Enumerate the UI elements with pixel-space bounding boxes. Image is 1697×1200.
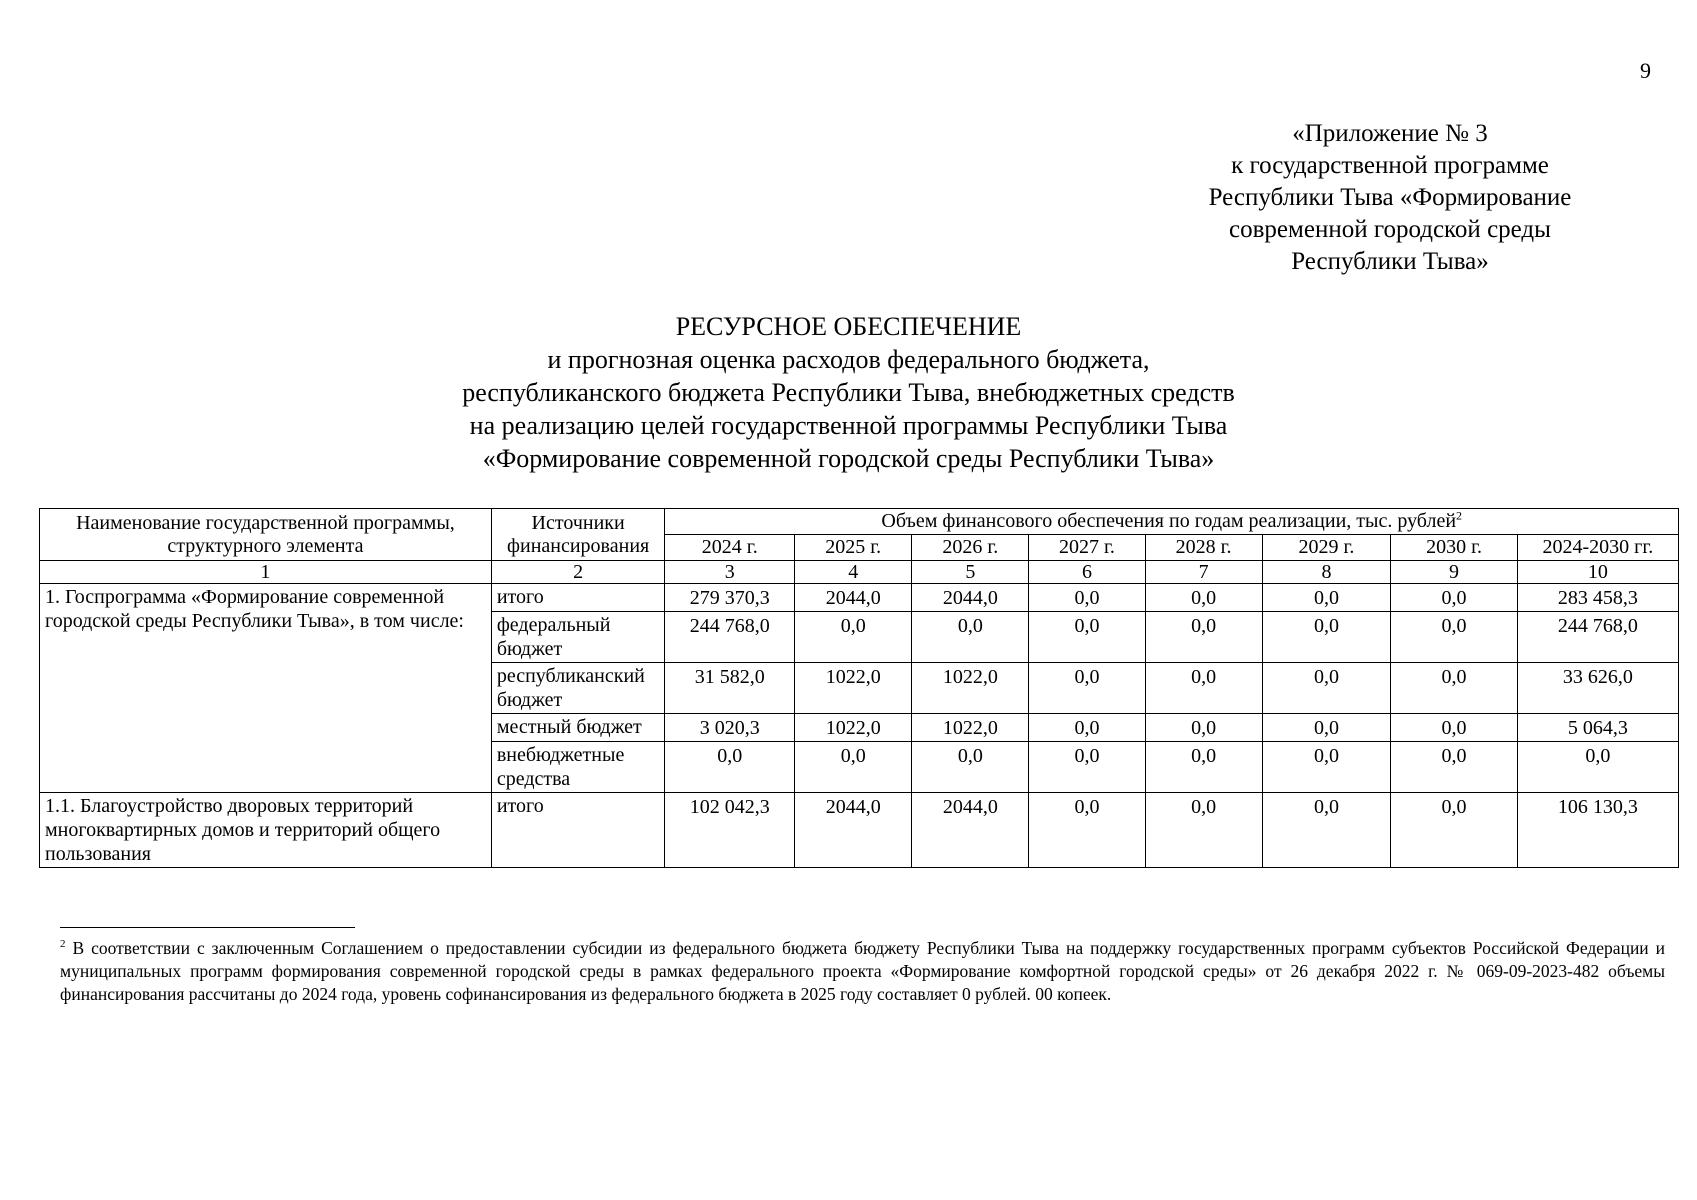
- value-cell: 0,0: [1391, 742, 1518, 793]
- index-cell: 9: [1391, 561, 1518, 584]
- header-year: 2029 г.: [1262, 535, 1391, 561]
- appendix-line: «Приложение № 3: [1292, 120, 1488, 147]
- value-cell: 279 370,3: [665, 584, 795, 612]
- footnote-divider: [60, 927, 355, 928]
- index-cell: 7: [1145, 561, 1262, 584]
- value-cell: 1022,0: [912, 714, 1029, 742]
- value-cell: 0,0: [1145, 742, 1262, 793]
- title-line: республиканского бюджета Республики Тыва, внебюджетных средств: [462, 378, 1235, 407]
- header-source: Источники финансирования: [491, 509, 665, 561]
- title-line: «Формирование современной городской среды Республики Тыва»: [482, 444, 1215, 473]
- appendix-line: к государственной программе: [1231, 152, 1549, 179]
- header-volume: [665, 509, 1679, 535]
- table-row: [40, 793, 1679, 868]
- value-cell: 0,0: [1145, 793, 1262, 868]
- value-cell: 0,0: [1262, 714, 1391, 742]
- value-cell: 1022,0: [795, 663, 912, 714]
- total-cell: 33 626,0: [1517, 663, 1678, 714]
- header-row: [40, 509, 1679, 535]
- value-cell: 0,0: [1029, 714, 1145, 742]
- value-cell: 0,0: [1029, 663, 1145, 714]
- value-cell: 0,0: [912, 612, 1029, 663]
- header-year: 2025 г.: [795, 535, 912, 561]
- index-cell: 5: [912, 561, 1029, 584]
- value-cell: 0,0: [1145, 612, 1262, 663]
- value-cell: 0,0: [1145, 663, 1262, 714]
- total-cell: 244 768,0: [1517, 612, 1678, 663]
- table-row: [40, 584, 1679, 612]
- appendix-line: современной городской среды: [1229, 216, 1551, 243]
- value-cell: 0,0: [1029, 793, 1145, 868]
- program-name: 1. Госпрограмма «Формирование современной городской среды Республики Тыва», в том числе:: [40, 584, 492, 793]
- value-cell: 0,0: [1262, 742, 1391, 793]
- value-cell: 0,0: [1029, 584, 1145, 612]
- value-cell: 244 768,0: [665, 612, 795, 663]
- header-name: Наименование государственной программы, структурного элемента: [40, 509, 492, 561]
- footnote-text: В соответствии с заключенным Соглашением о предоставлении субсидии из федерального бюджета бюджету Республики Тыва на поддержку государственных программ субъектов Российской Федерации и муниципальных программ формирования современной городской среды в рамках федерального проекта «Формирование комфортной городской среды» от 26 декабря 2022 г. № 069-09-2023-482 объемы финансирования рассчитаны до 2024 года, уровень софинансирования из федерального бюджета в 2025 году составляет 0 рублей. 00 копеек.: [60, 938, 1665, 1004]
- total-cell: 5 064,3: [1517, 714, 1678, 742]
- value-cell: 0,0: [1262, 793, 1391, 868]
- header-year: 2027 г.: [1029, 535, 1145, 561]
- value-cell: 102 042,3: [665, 793, 795, 868]
- header-year: 2024 г.: [665, 535, 795, 561]
- footnote: [60, 937, 1665, 1006]
- source-cell: итого: [491, 793, 665, 868]
- title-line: на реализацию целей государственной программы Республики Тыва: [469, 411, 1228, 440]
- value-cell: 0,0: [1145, 714, 1262, 742]
- value-cell: 3 020,3: [665, 714, 795, 742]
- header-year: 2024-2030 гг.: [1517, 535, 1678, 561]
- index-cell: 6: [1029, 561, 1145, 584]
- value-cell: 31 582,0: [665, 663, 795, 714]
- source-cell: федеральный бюджет: [491, 612, 665, 663]
- value-cell: 0,0: [795, 612, 912, 663]
- index-cell: 3: [665, 561, 795, 584]
- source-cell: местный бюджет: [491, 714, 665, 742]
- index-row: [40, 561, 1679, 584]
- title-heading: РЕСУРСНОЕ ОБЕСПЕЧЕНИЕ: [675, 312, 1022, 341]
- appendix-line: Республики Тыва «Формирование: [1208, 184, 1572, 211]
- header-year: 2028 г.: [1145, 535, 1262, 561]
- element-name: 1.1. Благоустройство дворовых территорий многоквартирных домов и территорий общего пользования: [40, 793, 492, 868]
- header-volume-text: Объем финансового обеспечения по годам реализации, тыс. рублей: [881, 510, 1457, 532]
- value-cell: 0,0: [1391, 714, 1518, 742]
- value-cell: 0,0: [1262, 584, 1391, 612]
- header-year: 2026 г.: [912, 535, 1029, 561]
- index-cell: 8: [1262, 561, 1391, 584]
- value-cell: 0,0: [1029, 742, 1145, 793]
- source-cell: республиканский бюджет: [491, 663, 665, 714]
- value-cell: 2044,0: [795, 584, 912, 612]
- page-number: 9: [1640, 58, 1651, 83]
- source-cell: внебюджетные средства: [491, 742, 665, 793]
- value-cell: 0,0: [1029, 612, 1145, 663]
- value-cell: 0,0: [1391, 612, 1518, 663]
- index-cell: 10: [1517, 561, 1678, 584]
- header-year: 2030 г.: [1391, 535, 1518, 561]
- index-cell: 1: [40, 561, 492, 584]
- value-cell: 0,0: [1391, 584, 1518, 612]
- total-cell: 106 130,3: [1517, 793, 1678, 868]
- value-cell: 0,0: [1391, 663, 1518, 714]
- value-cell: 0,0: [1145, 584, 1262, 612]
- value-cell: 2044,0: [912, 793, 1029, 868]
- footnote-ref: 2: [1456, 508, 1463, 523]
- value-cell: 0,0: [1262, 612, 1391, 663]
- value-cell: 1022,0: [795, 714, 912, 742]
- value-cell: 0,0: [1262, 663, 1391, 714]
- appendix-line: Республики Тыва»: [1291, 248, 1489, 275]
- title-line: и прогнозная оценка расходов федерального бюджета,: [547, 345, 1150, 374]
- total-cell: 0,0: [1517, 742, 1678, 793]
- document-title: [0, 310, 1697, 475]
- value-cell: 2044,0: [912, 584, 1029, 612]
- value-cell: 0,0: [795, 742, 912, 793]
- value-cell: 0,0: [665, 742, 795, 793]
- index-cell: 2: [491, 561, 665, 584]
- source-cell: итого: [491, 584, 665, 612]
- value-cell: 1022,0: [912, 663, 1029, 714]
- funding-table: [39, 508, 1679, 868]
- index-cell: 4: [795, 561, 912, 584]
- appendix-reference: [1170, 118, 1610, 278]
- value-cell: 0,0: [1391, 793, 1518, 868]
- total-cell: 283 458,3: [1517, 584, 1678, 612]
- value-cell: 2044,0: [795, 793, 912, 868]
- footnote-mark: 2: [60, 938, 66, 951]
- value-cell: 0,0: [912, 742, 1029, 793]
